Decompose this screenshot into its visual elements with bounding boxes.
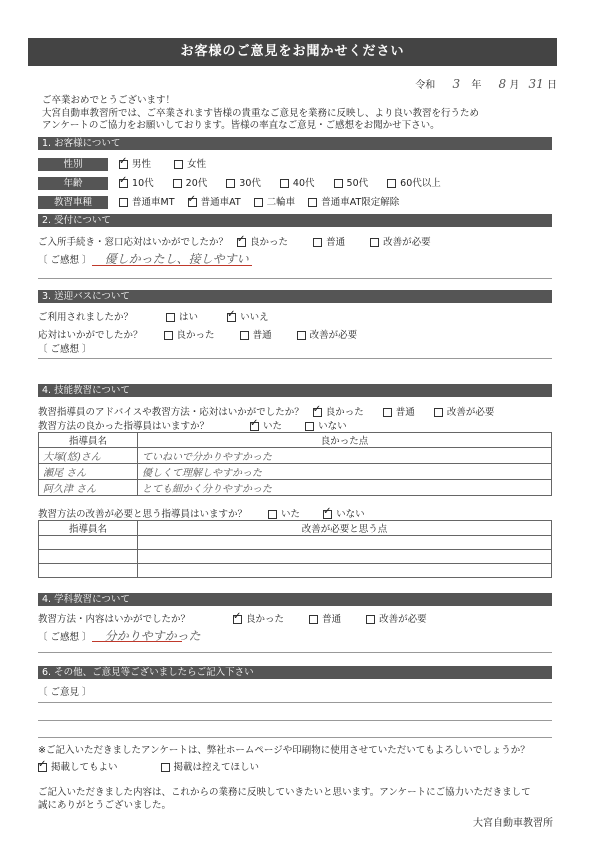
course-bike-checkbox[interactable]	[254, 198, 263, 207]
class-improve-checkbox[interactable]	[366, 615, 375, 624]
table-header: 指導員名 改善が必要と思う点	[39, 521, 552, 536]
age-20s-checkbox[interactable]	[173, 179, 182, 188]
section-3-header: 3. 送迎バスについて	[38, 290, 552, 303]
section-1-header: 1. お客様について	[38, 137, 552, 150]
class-normal-checkbox[interactable]	[309, 615, 318, 624]
company-name: 大宮自動車教習所	[473, 818, 553, 829]
age-50s-checkbox[interactable]	[334, 179, 343, 188]
good-instructor-no-checkbox[interactable]	[305, 422, 314, 431]
table-row	[39, 550, 552, 564]
bad-instructor-no-checkbox[interactable]	[323, 510, 332, 519]
table-row: 大塚(悠)さん ていねいで分かりやすかった	[39, 448, 552, 464]
class-impression: 〔 ご感想 〕 分かりやすかった	[38, 629, 201, 643]
bus-service-question: 応対はいかがでしたか？ 良かった 普通 改善が必要	[38, 330, 358, 341]
course-mt-checkbox[interactable]	[119, 198, 128, 207]
closing-text: ご記入いただきました内容は、これからの業務に反映していきたいと思います。アンケートにご協力いただきまして 誠にありがとうございました。	[38, 787, 531, 811]
instructor-good-checkbox[interactable]	[313, 408, 322, 417]
reception-question: ご入所手続き・窓口応対はいかがでしたか？ ✓ 良かった 普通 改善が必要	[38, 234, 431, 248]
opinion-label: 〔 ご意見 〕	[38, 687, 92, 698]
bus-no-checkbox[interactable]	[227, 313, 236, 322]
answer-line	[38, 737, 552, 738]
instructor-improve-checkbox[interactable]	[434, 408, 443, 417]
reception-impression: 〔 ご感想 〕 優しかったし、接しやすい	[38, 252, 249, 266]
date-line: 令和 3 年 8 月 31 日	[415, 77, 557, 91]
course-row: 教習車種 普通車MT ✓ 普通車AT 二輪車 普通車AT限定解除	[38, 194, 399, 209]
impression-underline	[92, 641, 182, 642]
answer-line	[38, 702, 552, 703]
table-row: 瀬尾 さん 優しくて理解しやすかった	[39, 464, 552, 480]
course-at-checkbox[interactable]	[188, 198, 197, 207]
bus-normal-checkbox[interactable]	[240, 331, 249, 340]
consent-ok-checkbox[interactable]	[38, 763, 47, 772]
consent-options: ✓掲載してもよい 掲載は控えてほしい	[38, 759, 259, 773]
section-5-header: 4. 学科教習について	[38, 593, 552, 606]
bus-impression-label: 〔 ご感想 〕	[38, 344, 92, 355]
reception-good-checkbox[interactable]	[237, 238, 246, 247]
age-row: 年齢 ✓ 10代 20代 30代 40代 50代 60代以上	[38, 175, 441, 190]
class-question: 教習方法・内容はいかがでしたか？ ✓ 良かった 普通 改善が必要	[38, 611, 427, 625]
reception-improve-checkbox[interactable]	[370, 238, 379, 247]
gender-male-checkbox[interactable]	[119, 160, 128, 169]
class-impression-text: 分かりやすかった	[104, 629, 201, 643]
form-title: お客様のご意見をお聞かせください	[28, 38, 557, 66]
divider	[38, 652, 552, 653]
intro-text: ご卒業おめでとうございます！ 大宮自動車教習所では、ご卒業されます皆様の貴重なご意見を業務に反映し、より良い教習を行うため アンケートのご協力をお願いしております。皆様の率直なご意見・ご感想をお聞かせ下さい。	[42, 95, 480, 131]
bad-instructor-yes-checkbox[interactable]	[268, 510, 277, 519]
gender-row: 性別 ✓ 男性 女性	[38, 156, 206, 171]
good-instructor-yes-checkbox[interactable]	[250, 422, 259, 431]
divider	[38, 358, 552, 359]
gender-female-checkbox[interactable]	[174, 160, 183, 169]
class-good-checkbox[interactable]	[233, 615, 242, 624]
instructor-question: 教習指導員のアドバイスや教習方法・応対はいかがでしたか？ ✓ 良かった 普通 改善が必要	[38, 404, 494, 418]
divider	[38, 278, 552, 279]
good-instructor-question: 教習方法の良かった指導員はいますか？ ✓ いた いない	[38, 418, 347, 432]
bad-instructor-question: 教習方法の改善が必要と思う指導員はいますか？ いた ✓ いない	[38, 506, 365, 520]
impression-underline	[92, 265, 252, 266]
table-row: 阿久津 さん とても細かく分りやすかった	[39, 480, 552, 496]
consent-no-checkbox[interactable]	[161, 763, 170, 772]
reception-impression-text: 優しかったし、接しやすい	[104, 252, 249, 266]
table-row	[39, 564, 552, 578]
section-6-header: 6. その他、ご意見等ございましたらご記入下さい	[38, 666, 552, 679]
consent-question: ※ご記入いただきましたアンケートは、弊社ホームページや印刷物に使用させていただいてもよろしいでしょうか？	[38, 745, 530, 756]
section-2-header: 2. 受付について	[38, 214, 552, 227]
course-at-release-checkbox[interactable]	[308, 198, 317, 207]
bus-yes-checkbox[interactable]	[166, 313, 175, 322]
reception-normal-checkbox[interactable]	[313, 238, 322, 247]
bad-instructor-table	[38, 520, 552, 578]
month-value: 8	[498, 77, 507, 91]
year-value: 3	[452, 77, 461, 91]
instructor-normal-checkbox[interactable]	[383, 408, 392, 417]
age-30s-checkbox[interactable]	[226, 179, 235, 188]
bus-good-checkbox[interactable]	[164, 331, 173, 340]
table-row	[39, 536, 552, 550]
day-value: 31	[528, 77, 544, 91]
age-40s-checkbox[interactable]	[280, 179, 289, 188]
good-instructor-table	[38, 432, 552, 496]
age-10s-checkbox[interactable]	[119, 179, 128, 188]
answer-line	[38, 720, 552, 721]
section-4-header: 4. 技能教習について	[38, 384, 552, 397]
bus-use-question: ご利用されましたか？ はい ✓ いいえ	[38, 309, 269, 323]
table-header: 指導員名 良かった点	[39, 433, 552, 448]
age-60s-checkbox[interactable]	[387, 179, 396, 188]
bus-improve-checkbox[interactable]	[297, 331, 306, 340]
